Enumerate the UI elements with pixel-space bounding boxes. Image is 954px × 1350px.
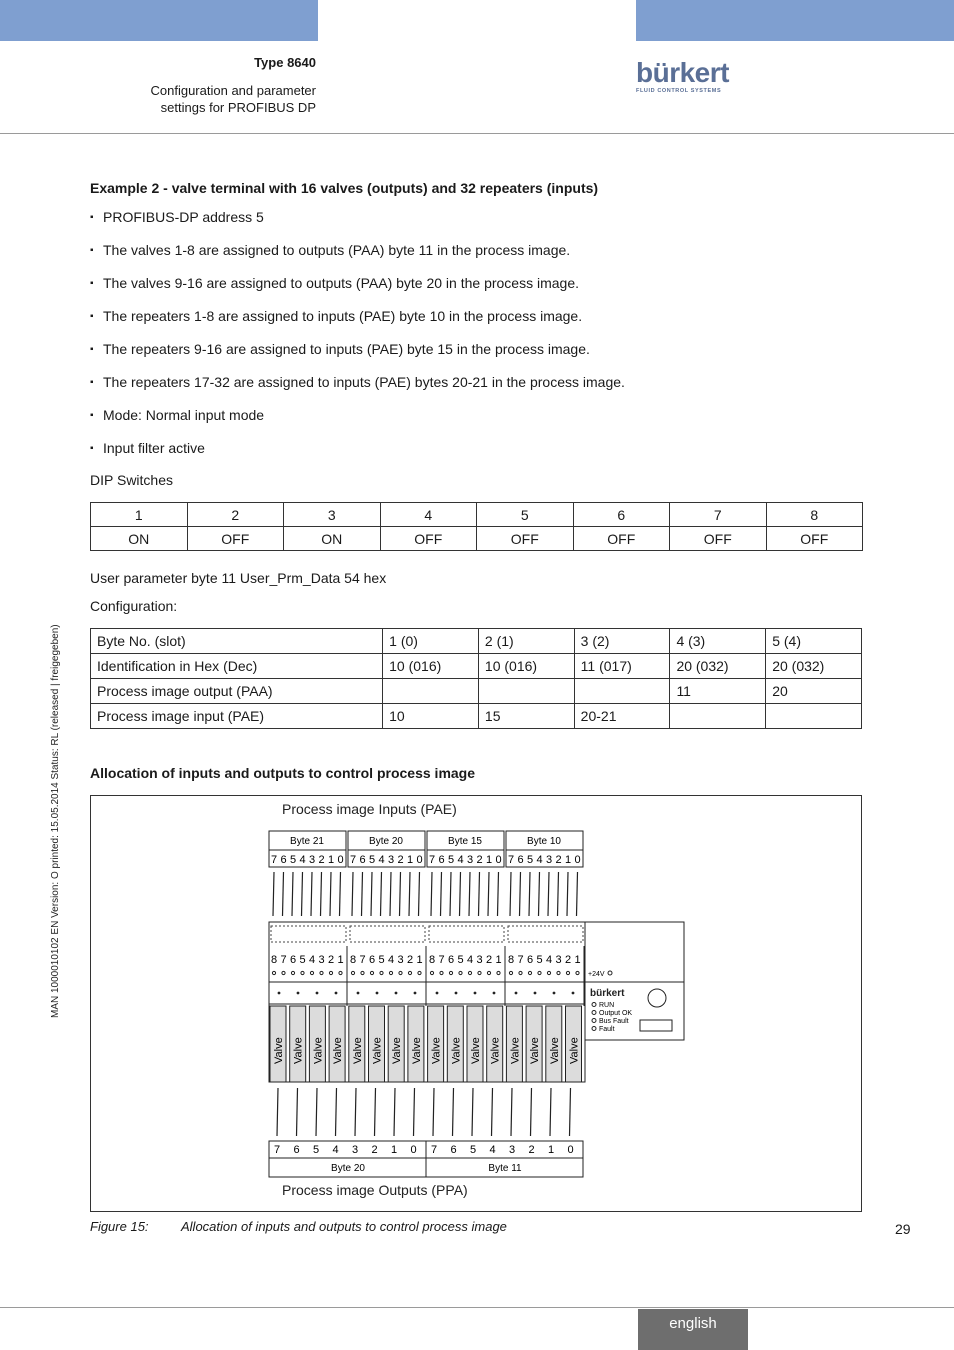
output-wire [297, 1088, 298, 1136]
output-bit-label: 1 [547, 1144, 555, 1156]
input-wire [340, 872, 341, 916]
input-wire [330, 872, 331, 916]
input-wire [311, 872, 312, 916]
dip-switch-number: 7 [670, 503, 767, 527]
output-byte-label: Byte 20 [331, 1163, 365, 1174]
input-wire [400, 872, 401, 916]
input-bit-label: 3 [466, 854, 474, 866]
output-wire [394, 1088, 395, 1136]
input-wire [460, 872, 461, 916]
input-bit-label: 7 [428, 854, 436, 866]
output-wire [511, 1088, 512, 1136]
output-wire [336, 1088, 337, 1136]
config-cell: 10 (016) [383, 654, 479, 679]
logo-wordmark: bürkert [636, 57, 729, 88]
bullet-marker-icon: ▪ [90, 410, 94, 421]
slot-number-label: 1 [416, 954, 423, 966]
dip-switch-state: ON [91, 527, 188, 551]
contact-dot [436, 992, 439, 995]
valve-label: Valve [430, 1037, 443, 1064]
input-wire [409, 872, 410, 916]
slot-number-label: 5 [457, 954, 464, 966]
slot-number-label: 5 [378, 954, 385, 966]
input-wire [283, 872, 284, 916]
contact-dot [376, 992, 379, 995]
controller-led-label: Bus Fault [599, 1018, 629, 1025]
output-wire [453, 1088, 454, 1136]
bullet-text: Mode: Normal input mode [103, 407, 265, 423]
valve-label: Valve [489, 1037, 502, 1064]
dip-switch-state: ON [284, 527, 381, 551]
slot-number-label: 4 [387, 954, 395, 966]
input-wire [539, 872, 540, 916]
config-cell: 20 (032) [670, 654, 766, 679]
configuration-table [90, 628, 862, 729]
bullet-text: PROFIBUS-DP address 5 [103, 209, 264, 225]
contact-dot [572, 992, 575, 995]
input-wire [273, 872, 274, 916]
valve-label: Valve [509, 1037, 522, 1064]
output-process-image-label: Process image Outputs (PPA) [282, 1182, 468, 1198]
slot-number-label: 1 [574, 954, 581, 966]
input-bit-label: 5 [526, 854, 534, 866]
dip-switch-number: 8 [766, 503, 863, 527]
input-bit-label: 5 [368, 854, 376, 866]
slot-number-label: 3 [318, 954, 325, 966]
input-bit-label: 5 [447, 854, 455, 866]
output-bit-label: 3 [351, 1144, 359, 1156]
input-wire [371, 872, 372, 916]
contact-dot [395, 992, 398, 995]
output-wire [277, 1088, 278, 1136]
input-wire [479, 872, 480, 916]
dip-switch-number: 5 [477, 503, 574, 527]
config-cell: 3 (2) [574, 629, 670, 654]
output-wire [550, 1088, 551, 1136]
slot-number-label: 8 [270, 954, 278, 966]
slot-number-label: 4 [466, 954, 474, 966]
user-param: User parameter byte 11 User_Prm_Data 54 hex [90, 570, 387, 586]
slot-number-label: 3 [397, 954, 404, 966]
input-wire [510, 872, 511, 916]
contact-dot [316, 992, 319, 995]
example-title: Example 2 - valve terminal with 16 valves (outputs) and 32 repeaters (inputs) [90, 180, 599, 196]
slot-number-label: 2 [406, 954, 414, 966]
logo-tagline: FLUID CONTROL SYSTEMS [636, 88, 722, 94]
controller-24v-label: +24V [588, 971, 605, 978]
input-bit-label: 2 [476, 854, 483, 866]
slot-number-label: 5 [536, 954, 543, 966]
slot-number-label: 7 [438, 954, 445, 966]
slot-number-label: 8 [428, 954, 436, 966]
valve-label: Valve [450, 1037, 463, 1064]
input-wire [321, 872, 322, 916]
input-bit-label: 4 [299, 854, 306, 866]
config-cell: 11 (017) [574, 654, 670, 679]
valve-label: Valve [391, 1037, 404, 1064]
config-row [91, 629, 862, 654]
allocation-figure [90, 795, 862, 1212]
contact-dot [553, 992, 556, 995]
input-wire [419, 872, 420, 916]
input-bit-label: 7 [349, 854, 357, 866]
slot-number-label: 7 [359, 954, 366, 966]
input-bit-label: 7 [270, 854, 278, 866]
doc-subtitle-line1: Configuration and parameter [150, 83, 316, 98]
output-bit-label: 5 [469, 1144, 477, 1156]
input-bit-label: 1 [564, 854, 572, 866]
config-row [91, 704, 862, 729]
bullet-item [90, 374, 625, 390]
output-bit-label: 4 [489, 1144, 496, 1156]
contact-dot [357, 992, 360, 995]
bullet-text: The valves 1-8 are assigned to outputs (PAA) byte 11 in the process image. [103, 242, 571, 258]
config-row [91, 679, 862, 704]
config-cell: 10 [383, 704, 479, 729]
output-wire [316, 1088, 317, 1136]
config-cell [670, 704, 766, 729]
dip-switch-number: 2 [187, 503, 284, 527]
slot-number-label: 4 [308, 954, 316, 966]
slot-number-label: 2 [564, 954, 572, 966]
config-cell [478, 679, 574, 704]
bullet-item [90, 440, 205, 456]
input-bit-label: 7 [507, 854, 515, 866]
input-bit-label: 2 [555, 854, 562, 866]
input-wire [529, 872, 530, 916]
controller-led-label: RUN [599, 1002, 615, 1009]
input-wire [450, 872, 451, 916]
input-byte-label: Byte 15 [448, 836, 482, 847]
contact-dot [335, 992, 338, 995]
doc-type: Type 8640 [254, 55, 316, 70]
output-bit-label: 6 [450, 1144, 457, 1156]
config-cell: 10 (016) [478, 654, 574, 679]
slot-number-label: 6 [447, 954, 455, 966]
input-wire [292, 872, 293, 916]
bullet-item [90, 209, 264, 225]
slot-number-label: 2 [485, 954, 493, 966]
slot-number-label: 2 [327, 954, 335, 966]
input-bit-label: 0 [416, 854, 423, 866]
output-bit-label: 7 [273, 1144, 281, 1156]
config-row [91, 654, 862, 679]
slot-number-label: 1 [495, 954, 502, 966]
input-bit-label: 4 [536, 854, 543, 866]
valve-label: Valve [312, 1037, 325, 1064]
output-wire [414, 1088, 415, 1136]
input-byte-label: Byte 20 [369, 836, 403, 847]
bullet-marker-icon: ▪ [90, 245, 94, 256]
input-bit-label: 6 [438, 854, 445, 866]
footer-rule [0, 1307, 954, 1308]
output-bit-label: 3 [508, 1144, 516, 1156]
config-cell [383, 679, 479, 704]
valve-label: Valve [410, 1037, 423, 1064]
bullet-item [90, 242, 570, 258]
config-row-label: Byte No. (slot) [91, 629, 383, 654]
slot-number-label: 5 [299, 954, 306, 966]
valve-label: Valve [273, 1037, 285, 1064]
output-bit-label: 4 [332, 1144, 339, 1156]
input-wire [441, 872, 442, 916]
output-wire [375, 1088, 376, 1136]
doc-subtitle [56, 82, 316, 116]
input-bit-label: 1 [485, 854, 493, 866]
config-cell: 5 (4) [766, 629, 862, 654]
output-bit-label: 7 [430, 1144, 438, 1156]
dip-switch-state: OFF [380, 527, 477, 551]
input-wire [567, 872, 568, 916]
output-wire [492, 1088, 493, 1136]
bullet-item [90, 341, 590, 357]
bullet-marker-icon: ▪ [90, 443, 94, 454]
figure-number: Figure 15: [90, 1219, 149, 1234]
bullet-text: The repeaters 9-16 are assigned to inputs (PAE) byte 15 in the process image. [103, 341, 590, 357]
output-byte-label: Byte 11 [488, 1163, 522, 1174]
header-rule [0, 133, 954, 134]
input-bit-label: 0 [495, 854, 502, 866]
dip-switch-state: OFF [573, 527, 670, 551]
output-wire [570, 1088, 571, 1136]
contact-dot [534, 992, 537, 995]
input-process-image-label: Process image Inputs (PAE) [282, 801, 457, 817]
output-wire [355, 1088, 356, 1136]
slot-number-label: 3 [555, 954, 562, 966]
input-wire [558, 872, 559, 916]
input-bit-label: 4 [378, 854, 385, 866]
input-bit-label: 1 [327, 854, 335, 866]
controller-led-label: Output OK [599, 1010, 633, 1017]
bullet-text: The repeaters 17-32 are assigned to inputs (PAE) bytes 20-21 in the process image. [103, 374, 625, 390]
slot-number-label: 8 [349, 954, 357, 966]
output-bit-label: 0 [410, 1144, 417, 1156]
dip-switch-number: 6 [573, 503, 670, 527]
dip-switch-number: 1 [91, 503, 188, 527]
bullet-marker-icon: ▪ [90, 311, 94, 322]
input-wire [488, 872, 489, 916]
controller-led-label: Fault [599, 1026, 615, 1033]
input-bit-label: 4 [457, 854, 464, 866]
config-cell: 20 [766, 679, 862, 704]
config-row-label: Process image output (PAA) [91, 679, 383, 704]
input-bit-label: 2 [318, 854, 325, 866]
print-metadata: MAN 1000010102 EN Version: O printed: 15.05.2014 Status: RL (released | freigegeben) [50, 624, 61, 1018]
config-cell: 4 (3) [670, 629, 766, 654]
dip-switch-number: 4 [380, 503, 477, 527]
config-cell: 20-21 [574, 704, 670, 729]
doc-subtitle-line2: settings for PROFIBUS DP [160, 100, 316, 115]
dip-switch-state: OFF [766, 527, 863, 551]
output-bit-label: 2 [371, 1144, 378, 1156]
input-wire [431, 872, 432, 916]
config-cell: 2 (1) [478, 629, 574, 654]
slot-number-label: 3 [476, 954, 483, 966]
input-wire [381, 872, 382, 916]
input-wire [520, 872, 521, 916]
dip-number-row [91, 503, 863, 527]
input-wire [302, 872, 303, 916]
contact-dot [455, 992, 458, 995]
config-row-label: Identification in Hex (Dec) [91, 654, 383, 679]
config-label: Configuration: [90, 598, 178, 614]
valve-label: Valve [568, 1037, 581, 1064]
config-cell: 15 [478, 704, 574, 729]
output-bit-label: 2 [528, 1144, 535, 1156]
dip-switch-state: OFF [477, 527, 574, 551]
input-wire [548, 872, 549, 916]
valve-label: Valve [332, 1037, 345, 1064]
output-wire [433, 1088, 434, 1136]
slot-number-label: 6 [289, 954, 297, 966]
dip-switch-number: 3 [284, 503, 381, 527]
bullet-marker-icon: ▪ [90, 344, 94, 355]
slot-number-label: 7 [517, 954, 524, 966]
config-cell [766, 704, 862, 729]
input-wire [362, 872, 363, 916]
input-wire [577, 872, 578, 916]
output-bit-label: 0 [567, 1144, 574, 1156]
controller-logo: bürkert [590, 988, 625, 999]
config-cell: 1 (0) [383, 629, 479, 654]
valve-terminal-diagram [91, 796, 861, 1211]
input-bit-label: 6 [280, 854, 287, 866]
slot-number-label: 4 [545, 954, 553, 966]
dip-label: DIP Switches [90, 472, 173, 488]
config-cell: 11 [670, 679, 766, 704]
input-bit-label: 6 [517, 854, 524, 866]
page-number: 29 [895, 1221, 911, 1237]
figure-caption: Allocation of inputs and outputs to control process image [181, 1219, 507, 1234]
valve-label: Valve [548, 1037, 561, 1064]
bullet-marker-icon: ▪ [90, 212, 94, 223]
contact-dot [297, 992, 300, 995]
valve-label: Valve [529, 1037, 542, 1064]
input-bit-label: 2 [397, 854, 404, 866]
allocation-title: Allocation of inputs and outputs to control process image [90, 765, 476, 781]
slot-number-label: 1 [337, 954, 344, 966]
bullet-marker-icon: ▪ [90, 377, 94, 388]
dip-state-row [91, 527, 863, 551]
slot-number-label: 8 [507, 954, 515, 966]
output-bit-label: 1 [390, 1144, 398, 1156]
contact-dot [493, 992, 496, 995]
input-wire [352, 872, 353, 916]
slot-number-label: 6 [368, 954, 376, 966]
config-cell [574, 679, 670, 704]
contact-dot [278, 992, 281, 995]
bullet-text: Input filter active [103, 440, 205, 456]
config-row-label: Process image input (PAE) [91, 704, 383, 729]
dip-switch-state: OFF [187, 527, 284, 551]
contact-dot [474, 992, 477, 995]
output-wire [472, 1088, 473, 1136]
header-band-right [636, 0, 954, 41]
input-bit-label: 5 [289, 854, 297, 866]
contact-dot [515, 992, 518, 995]
bullet-item [90, 407, 264, 423]
dip-switch-table [90, 502, 863, 551]
output-wire [531, 1088, 532, 1136]
header-band-left [0, 0, 318, 41]
valve-label: Valve [351, 1037, 364, 1064]
input-bit-label: 3 [545, 854, 553, 866]
bullet-text: The repeaters 1-8 are assigned to inputs (PAE) byte 10 in the process image. [103, 308, 583, 324]
input-wire [498, 872, 499, 916]
input-byte-label: Byte 21 [290, 836, 324, 847]
bullet-text: The valves 9-16 are assigned to outputs (PAA) byte 20 in the process image. [103, 275, 579, 291]
input-bit-label: 1 [406, 854, 414, 866]
input-bit-label: 6 [359, 854, 366, 866]
language-tab: english [638, 1309, 748, 1350]
valve-label: Valve [470, 1037, 482, 1064]
config-cell: 20 (032) [766, 654, 862, 679]
output-bit-label: 5 [312, 1144, 320, 1156]
output-bit-label: 6 [293, 1144, 300, 1156]
valve-label: Valve [292, 1037, 305, 1064]
contact-dot [414, 992, 417, 995]
slot-number-label: 6 [526, 954, 534, 966]
slot-number-label: 7 [280, 954, 287, 966]
input-bit-label: 0 [337, 854, 344, 866]
bullet-item [90, 308, 582, 324]
input-wire [390, 872, 391, 916]
input-byte-label: Byte 10 [527, 836, 561, 847]
input-bit-label: 0 [574, 854, 581, 866]
input-wire [469, 872, 470, 916]
bullet-item [90, 275, 579, 291]
input-bit-label: 3 [308, 854, 316, 866]
bullet-marker-icon: ▪ [90, 278, 94, 289]
input-bit-label: 3 [387, 854, 395, 866]
burkert-logo [636, 58, 736, 94]
dip-switch-state: OFF [670, 527, 767, 551]
valve-label: Valve [371, 1037, 384, 1064]
